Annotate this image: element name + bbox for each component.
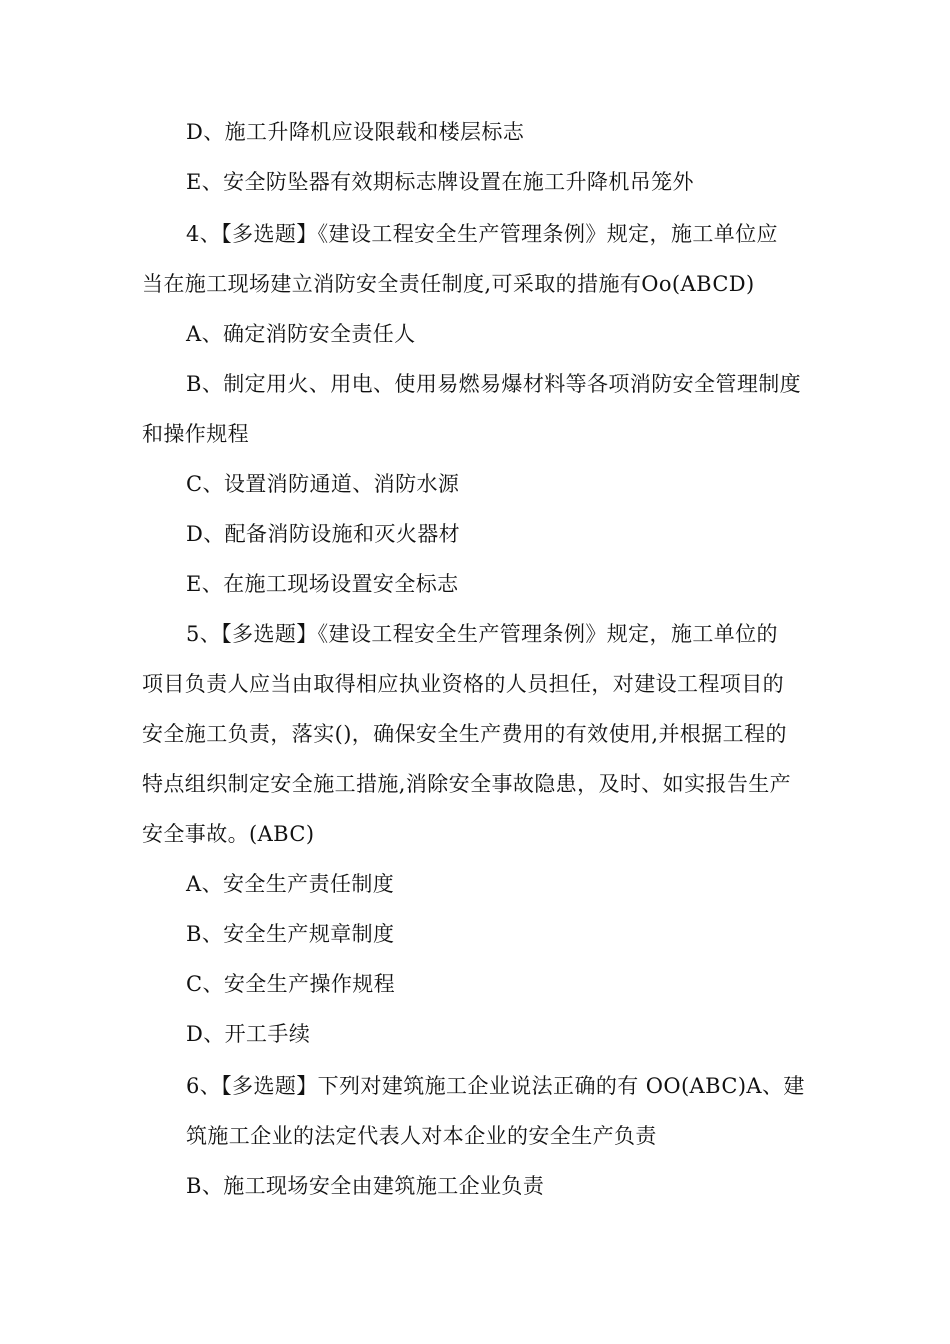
option-4-b-line-2: 和操作规程	[142, 422, 249, 446]
option-5-d: D、开工手续	[186, 1022, 311, 1046]
option-4-e: E、在施工现场设置安全标志	[186, 572, 459, 596]
option-4-d: D、配备消防设施和灭火器材	[186, 522, 461, 546]
question-5-line-5: 安全事故。(ABC)	[142, 822, 315, 846]
question-5-line-1: 5、【多选题】《建设工程安全生产管理条例》规定，施工单位的	[186, 622, 778, 646]
option-5-a: A、安全生产责任制度	[186, 872, 395, 896]
option-5-c: C、安全生产操作规程	[186, 972, 396, 996]
question-4-line-2: 当在施工现场建立消防安全责任制度,可采取的措施有Oo(ABCD)	[142, 272, 755, 296]
question-6-line-1: 6、【多选题】下列对建筑施工企业说法正确的有 OO(ABC)A、建	[186, 1074, 805, 1098]
question-5-line-4: 特点组织制定安全施工措施,消除安全事故隐患，及时、如实报告生产	[142, 772, 792, 796]
option-4-c: C、设置消防通道、消防水源	[186, 472, 460, 496]
option-4-a: A、确定消防安全责任人	[186, 322, 416, 346]
option-3-d: D、施工升降机应设限载和楼层标志	[186, 120, 525, 144]
option-3-e: E、安全防坠器有效期标志牌设置在施工升降机吊笼外	[186, 170, 694, 194]
question-5-line-2: 项目负责人应当由取得相应执业资格的人员担任，对建设工程项目的	[142, 672, 784, 696]
question-4-line-1: 4、【多选题】《建设工程安全生产管理条例》规定，施工单位应	[186, 222, 778, 246]
question-6-line-2: 筑施工企业的法定代表人对本企业的安全生产负责	[186, 1124, 657, 1148]
option-5-b: B、安全生产规章制度	[186, 922, 395, 946]
option-4-b-line-1: B、制定用火、用电、使用易燃易爆材料等各项消防安全管理制度	[186, 372, 802, 396]
option-6-b: B、施工现场安全由建筑施工企业负责	[186, 1174, 545, 1198]
question-5-line-3: 安全施工负责，落实()，确保安全生产费用的有效使用,并根据工程的	[142, 722, 787, 746]
